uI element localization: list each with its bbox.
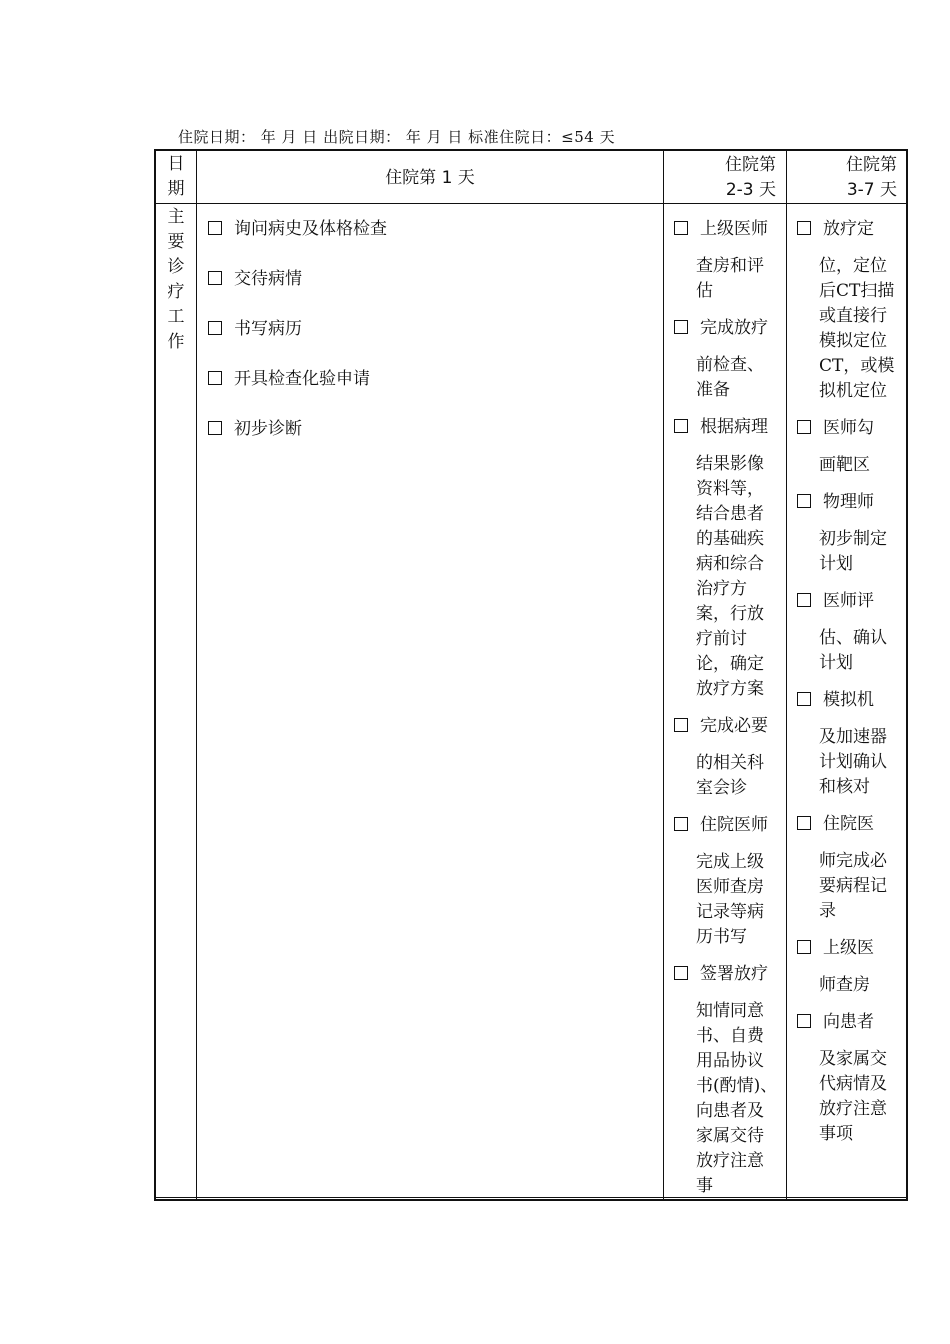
checklist-item-continuation: 初步制定计划 (819, 529, 887, 574)
checkbox-icon (797, 1014, 811, 1028)
checklist-item-text: 住院医师 (700, 815, 768, 835)
divider (154, 1197, 908, 1198)
checkbox-icon (208, 421, 222, 435)
checklist-item-continuation: 及家属交代病情及放疗注意事项 (819, 1049, 887, 1144)
checklist-item (208, 367, 658, 392)
col3-header-line1: 住院第 (846, 155, 897, 175)
checklist-item-text: 上级医 (823, 938, 874, 958)
col2-header-line2: 2-3 天 (725, 180, 776, 200)
checklist-item-continuation: 查房和评估 (696, 256, 764, 301)
checklist-item-continuation: 估、确认计划 (819, 628, 887, 673)
checkbox-icon (674, 718, 688, 732)
checklist-item-continuation: 完成上级医师查房记录等病历书写 (696, 852, 764, 947)
row-label-main-work (156, 205, 196, 355)
checkbox-icon (674, 320, 688, 334)
divider (786, 149, 787, 1201)
corner-text: 日期 (167, 154, 185, 199)
checklist-item (208, 317, 658, 342)
col3-header (787, 153, 907, 203)
col2-header (664, 153, 786, 203)
checklist-item-continuation: 画靶区 (819, 455, 870, 475)
checkbox-icon (674, 966, 688, 980)
corner-date-label (156, 152, 196, 202)
col2-items (674, 217, 780, 1211)
checklist-item (208, 267, 658, 292)
checklist-item-text: 根据病理 (700, 417, 768, 437)
checkbox-icon (797, 221, 811, 235)
checklist-item-text: 交待病情 (234, 269, 302, 289)
checklist-item (674, 316, 780, 403)
divider (663, 149, 664, 1201)
divider (196, 149, 197, 1201)
checklist-item-text: 上级医师 (700, 219, 768, 239)
checklist-item-continuation: 师查房 (819, 975, 870, 995)
checkbox-icon (797, 816, 811, 830)
checklist-item-continuation: 前检查、准备 (696, 355, 764, 400)
checklist-item-text: 物理师 (823, 492, 874, 512)
checkbox-icon (797, 593, 811, 607)
checkbox-icon (797, 420, 811, 434)
checkbox-icon (797, 494, 811, 508)
checklist-item-text: 医师勾 (823, 418, 874, 438)
checklist-item-text: 初步诊断 (234, 419, 302, 439)
checklist-item-continuation: 位，定位后CT扫描或直接行模拟定位CT，或模拟机定位 (819, 256, 895, 401)
col3-items (797, 217, 901, 1159)
admission-info-line: 住院日期： 年 月 日 出院日期： 年 月 日 标准住院日：≤54 天 (178, 128, 616, 146)
checklist-item-text: 询问病史及体格检查 (234, 219, 387, 239)
checkbox-icon (208, 221, 222, 235)
checklist-item (797, 416, 901, 478)
col1-header: 住院第 1 天 (385, 168, 475, 188)
divider (154, 203, 908, 204)
checklist-item-text: 模拟机 (823, 690, 874, 710)
col2-header-line1: 住院第 (725, 155, 776, 175)
checklist-item (797, 812, 901, 924)
checklist-item-continuation: 的相关科室会诊 (696, 753, 764, 798)
checklist-item-text: 住院医 (823, 814, 874, 834)
col1-items (208, 217, 658, 467)
col3-header-line2: 3-7 天 (846, 180, 897, 200)
checklist-item-text: 书写病历 (234, 319, 302, 339)
checkbox-icon (797, 940, 811, 954)
checklist-item-continuation: 结果影像资料等，结合患者的基础疾病和综合治疗方案，行放疗前讨论，确定放疗方案 (696, 454, 764, 699)
checklist-item (797, 1010, 901, 1147)
checklist-item (797, 217, 901, 404)
checklist-item (797, 936, 901, 998)
checklist-item (208, 217, 658, 242)
checklist-item-text: 向患者 (823, 1012, 874, 1032)
row-label-text: 主要诊疗工作 (167, 207, 185, 352)
checklist-item (797, 589, 901, 676)
checklist-item-text: 完成必要 (700, 716, 768, 736)
checklist-item-text: 完成放疗 (700, 318, 768, 338)
checkbox-icon (674, 817, 688, 831)
checkbox-icon (208, 321, 222, 335)
checklist-item (797, 688, 901, 800)
checklist-item-text: 签署放疗 (700, 964, 768, 984)
checklist-item (674, 415, 780, 702)
checkbox-icon (208, 371, 222, 385)
checklist-item-text: 开具检查化验申请 (234, 369, 370, 389)
checklist-item-continuation: 知情同意书、自费用品协议书(酌情)、向患者及家属交待放疗注意事 (696, 1001, 778, 1196)
checklist-item (797, 490, 901, 577)
checklist-item-text: 医师评 (823, 591, 874, 611)
checklist-item-continuation: 及加速器计划确认和核对 (819, 727, 887, 797)
checklist-item-continuation: 师完成必要病程记录 (819, 851, 887, 921)
checkbox-icon (797, 692, 811, 706)
checkbox-icon (208, 271, 222, 285)
checklist-item (208, 417, 658, 442)
checklist-item (674, 962, 780, 1199)
checklist-item (674, 813, 780, 950)
checkbox-icon (674, 221, 688, 235)
checklist-item (674, 217, 780, 304)
checklist-item-text: 放疗定 (823, 219, 874, 239)
checklist-item (674, 714, 780, 801)
checkbox-icon (674, 419, 688, 433)
